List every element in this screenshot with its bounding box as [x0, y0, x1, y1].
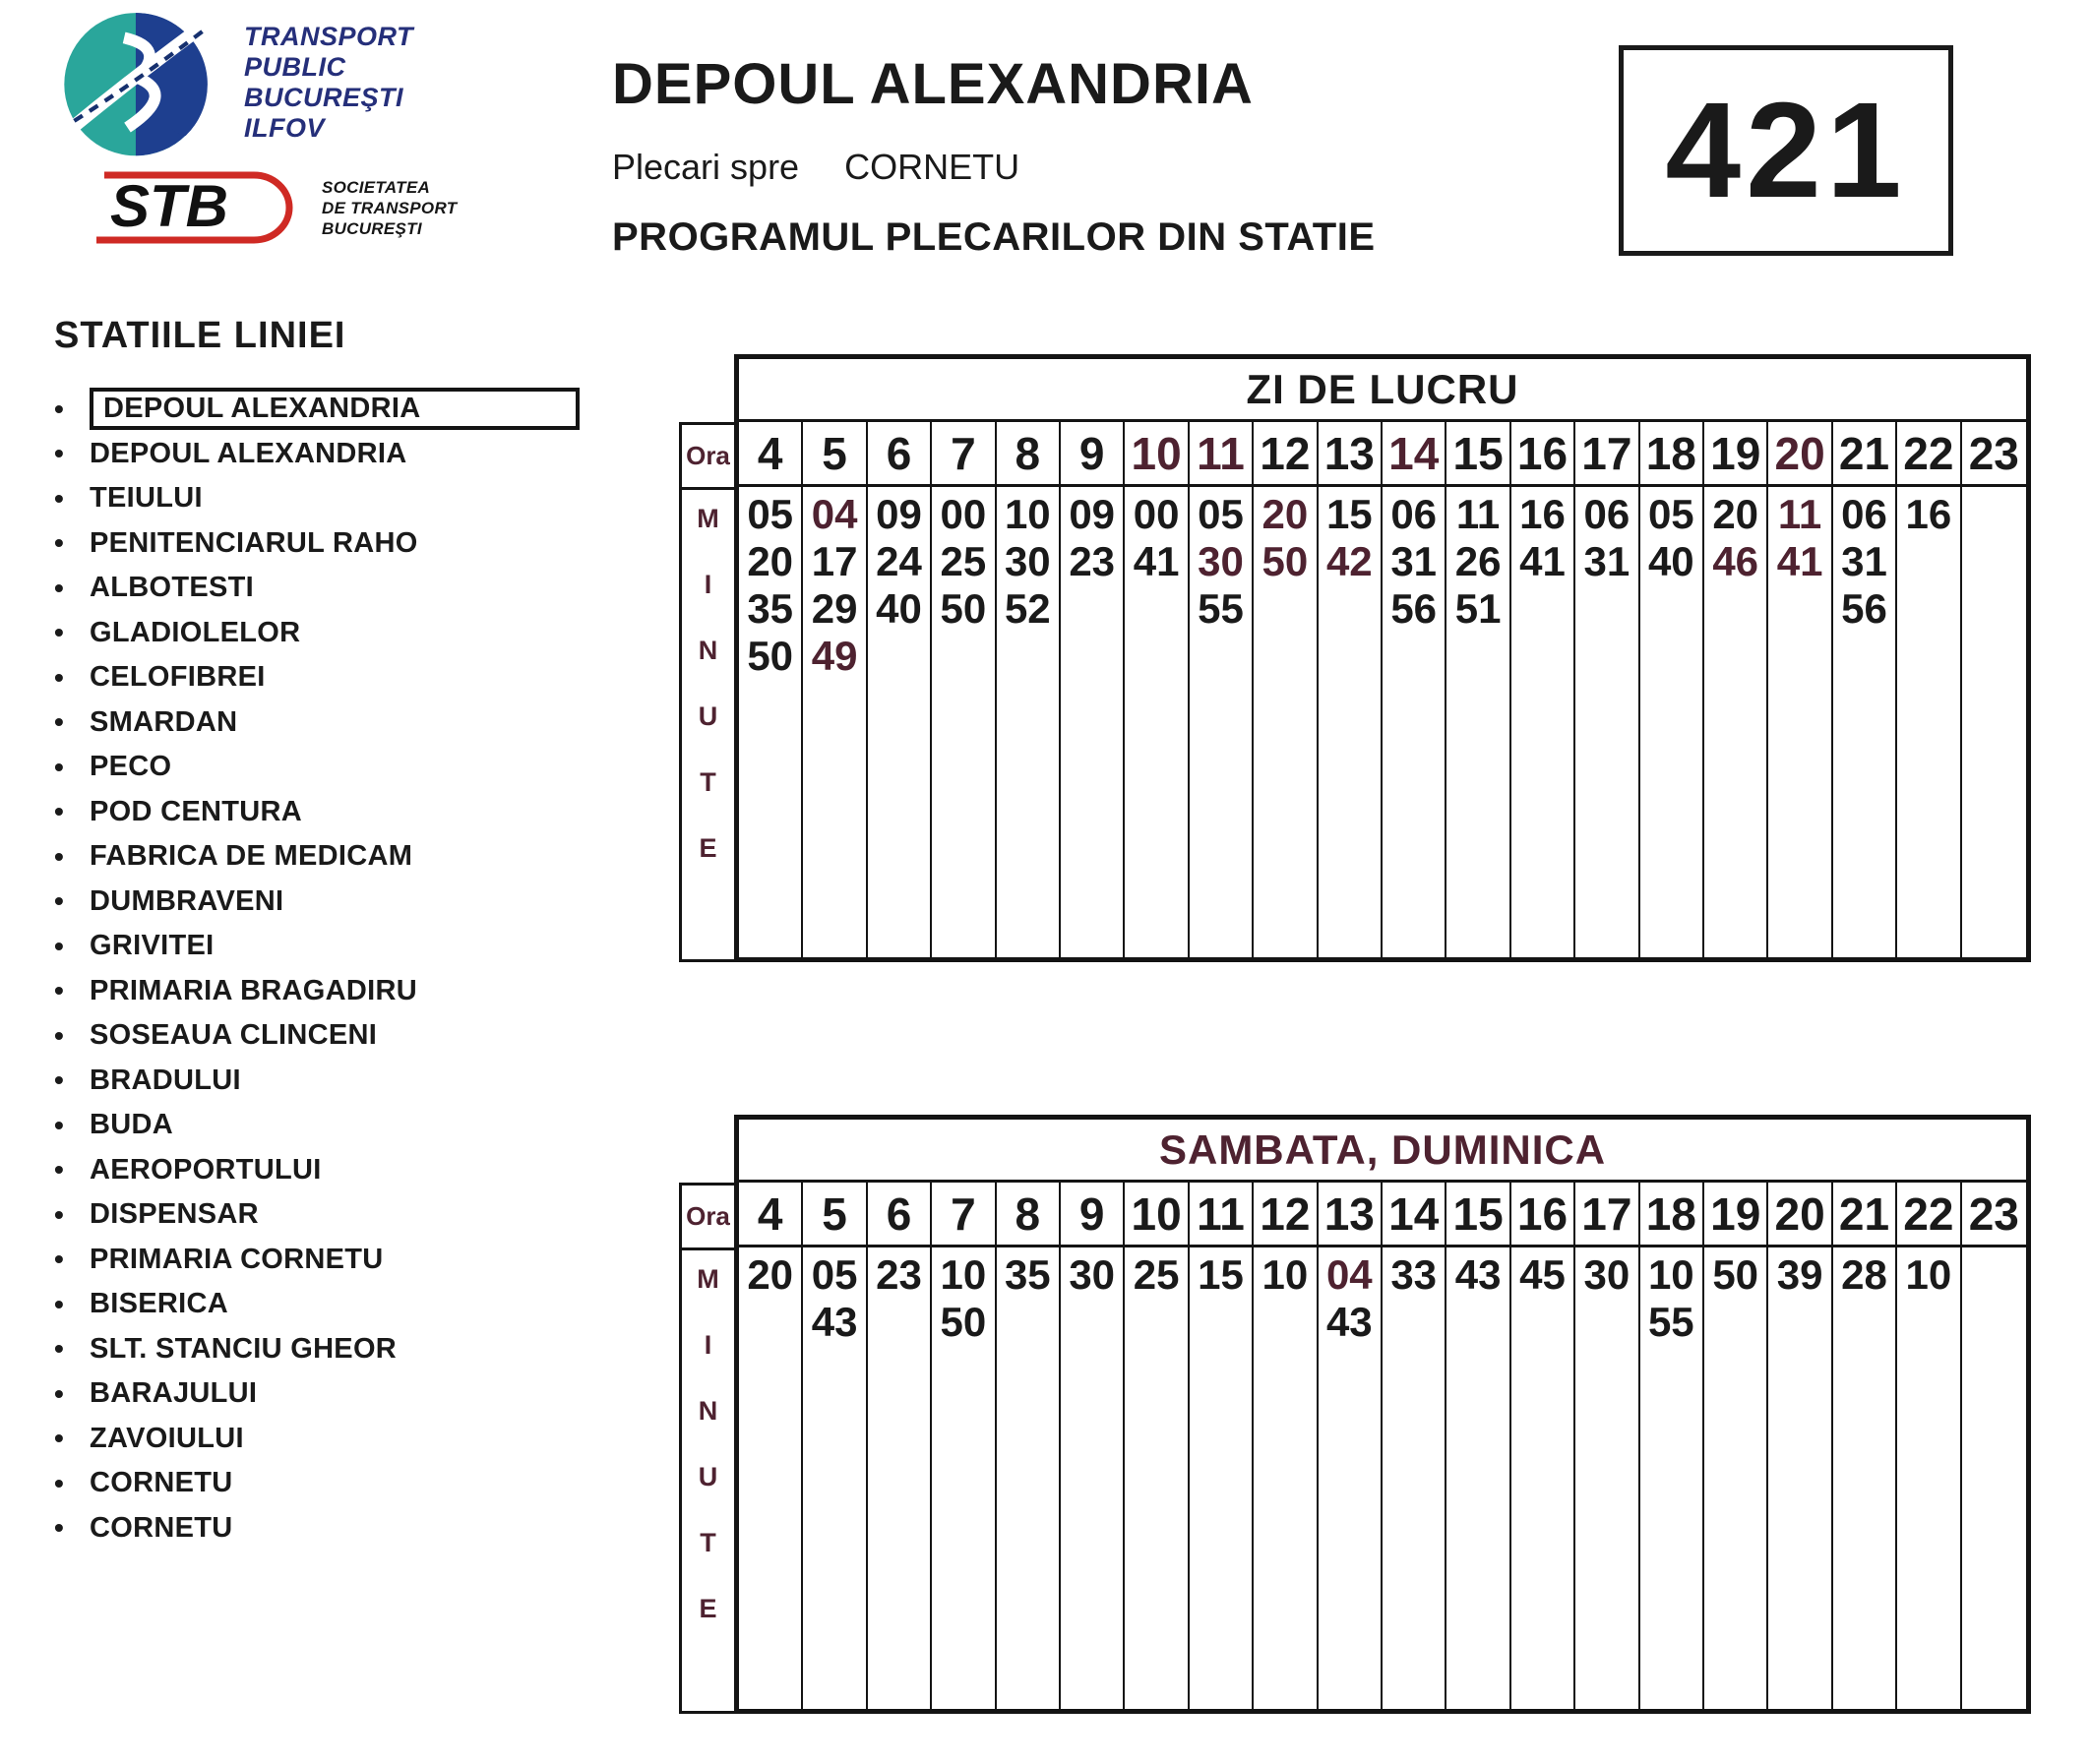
minute-column	[997, 1247, 1061, 1709]
station-item	[54, 1327, 654, 1372]
hour-cell: 22	[1897, 1183, 1961, 1245]
minute-value: 09	[1069, 491, 1116, 537]
minute-value: 55	[1198, 585, 1244, 632]
hour-cell: 16	[1511, 422, 1575, 484]
minute-column	[1897, 487, 1961, 957]
station-name-box	[90, 388, 580, 430]
minute-column	[1446, 1247, 1510, 1709]
station-item	[54, 611, 654, 656]
minute-label	[679, 1250, 734, 1714]
minutes-row	[739, 1247, 2026, 1709]
hour-cell: 23	[1968, 427, 2019, 479]
bullet-icon: •	[54, 438, 65, 469]
hour-cell: 5	[803, 1183, 867, 1245]
hour-cell: 9	[1061, 422, 1125, 484]
stb-logo	[94, 167, 569, 248]
hour-cell: 20	[1768, 1183, 1832, 1245]
minute-column	[1704, 487, 1768, 957]
minute-column	[1125, 1247, 1189, 1709]
station-item	[54, 745, 654, 790]
hours-row	[739, 1183, 2026, 1247]
hour-cell: 4	[739, 422, 803, 484]
minute-value: 00	[1133, 491, 1180, 537]
bullet-icon: •	[54, 482, 65, 514]
minute-label-letter: E	[699, 833, 717, 863]
minute-column	[1640, 487, 1704, 957]
minute-label-letter: I	[704, 1330, 712, 1360]
bullet-icon: •	[54, 617, 65, 648]
hour-cell: 6	[868, 1183, 932, 1245]
minute-value: 28	[1841, 1251, 1887, 1298]
hour-cell: 14	[1383, 1183, 1446, 1245]
hour-cell: 18	[1640, 1183, 1704, 1245]
station-name: DEPOUL ALEXANDRIA	[90, 437, 407, 469]
minute-column	[739, 487, 803, 957]
minute-column	[932, 487, 996, 957]
minute-value: 06	[1841, 491, 1887, 537]
station-name: POD CENTURA	[90, 795, 302, 827]
minute-value: 45	[1519, 1251, 1566, 1298]
stations-panel	[54, 315, 654, 1551]
minute-column	[868, 1247, 932, 1709]
minute-value: 31	[1390, 538, 1438, 584]
station-item	[54, 1461, 654, 1506]
hour-cell: 11	[1190, 422, 1254, 484]
minute-value: 33	[1390, 1251, 1438, 1298]
hour-cell: 17	[1575, 422, 1639, 484]
minute-column	[1254, 487, 1318, 957]
minute-value: 56	[1841, 585, 1887, 632]
minute-value: 35	[747, 585, 794, 632]
bullet-icon: •	[54, 1512, 65, 1544]
tpbi-wordmark	[244, 8, 413, 144]
ora-label: Ora	[679, 422, 734, 490]
minute-value: 39	[1776, 1251, 1823, 1298]
hour-cell: 21	[1833, 1183, 1897, 1245]
bullet-icon: •	[54, 840, 65, 872]
route-number: 421	[1665, 74, 1907, 226]
station-item	[54, 521, 654, 567]
minute-column	[1383, 487, 1446, 957]
ora-label: Ora	[679, 1183, 734, 1250]
minute-value: 40	[1647, 538, 1694, 584]
minute-value: 04	[811, 491, 858, 537]
station-item	[54, 880, 654, 925]
station-item	[54, 700, 654, 746]
station-name: ALBOTESTI	[90, 572, 255, 604]
bullet-icon: •	[54, 1064, 65, 1096]
minute-value: 50	[747, 633, 794, 679]
bullet-icon: •	[54, 527, 65, 559]
bullet-icon: •	[54, 572, 65, 603]
station-item	[54, 834, 654, 880]
station-item	[54, 432, 654, 477]
bullet-icon: •	[54, 1423, 65, 1454]
minute-value: 41	[1519, 538, 1566, 584]
minute-value: 23	[1069, 538, 1116, 584]
minute-column	[1962, 1247, 2026, 1709]
hour-cell: 18	[1640, 422, 1704, 484]
bullet-icon: •	[54, 1288, 65, 1319]
minute-label-letter: M	[697, 504, 719, 533]
station-name: FABRICA DE MEDICAM	[90, 840, 413, 873]
minute-value: 40	[876, 585, 922, 632]
hour-cell: 8	[997, 1183, 1061, 1245]
station-name: DISPENSAR	[90, 1198, 259, 1231]
minute-label-letter: M	[697, 1264, 719, 1294]
hours-row	[739, 422, 2026, 487]
minute-value: 17	[811, 538, 858, 584]
minute-column	[1768, 487, 1832, 957]
bullet-icon: •	[54, 930, 65, 961]
minute-value: 06	[1583, 491, 1631, 537]
minute-value: 56	[1390, 585, 1438, 632]
timetable-grid	[734, 354, 2031, 962]
hour-cell: 12	[1254, 422, 1318, 484]
minute-value: 20	[747, 538, 794, 584]
minute-column	[1897, 1247, 1961, 1709]
hour-cell: 7	[932, 1183, 996, 1245]
minute-value: 26	[1454, 538, 1502, 584]
minute-value: 10	[1905, 1251, 1952, 1298]
minute-label-letter: N	[698, 636, 718, 665]
minute-value: 50	[940, 1299, 987, 1345]
stb-line: SOCIETATEA	[322, 177, 431, 197]
minutes-row	[739, 487, 2026, 957]
minute-value: 49	[811, 633, 858, 679]
bullet-icon: •	[54, 751, 65, 782]
hour-cell: 7	[932, 422, 996, 484]
station-item	[54, 566, 654, 611]
station-name: PENITENCIARUL RAHO	[90, 526, 418, 559]
stb-wordmark	[322, 177, 457, 239]
minute-value: 16	[1905, 491, 1952, 537]
station-item	[54, 1371, 654, 1417]
minute-value: 51	[1454, 585, 1502, 632]
minute-column	[1575, 487, 1639, 957]
station-name: PRIMARIA BRAGADIRU	[90, 974, 417, 1006]
hour-cell: 10	[1125, 1183, 1189, 1245]
depot-title: DEPOUL ALEXANDRIA	[612, 52, 1254, 116]
minute-label-letter: I	[704, 570, 712, 599]
minute-value: 10	[1004, 491, 1051, 537]
tpbi-line: TRANSPORT	[244, 22, 414, 51]
minute-value: 52	[1004, 585, 1051, 632]
station-name: PRIMARIA CORNETU	[90, 1243, 384, 1275]
minute-value: 31	[1583, 538, 1631, 584]
hour-cell: 22	[1897, 422, 1961, 484]
minute-value: 43	[1454, 1251, 1502, 1298]
station-item	[54, 387, 654, 432]
station-name: DEPOUL ALEXANDRIA	[103, 393, 421, 425]
minute-column	[1061, 1247, 1125, 1709]
minute-column	[1575, 1247, 1639, 1709]
hour-cell: 11	[1190, 1183, 1254, 1245]
station-name: BISERICA	[90, 1288, 228, 1320]
station-item	[54, 1417, 654, 1462]
station-name: BARAJULUI	[90, 1377, 258, 1410]
minute-value: 29	[811, 585, 858, 632]
weekend-timetable	[679, 1115, 2031, 1714]
minute-value: 04	[1325, 1251, 1373, 1298]
minute-column	[1833, 487, 1897, 957]
minute-column	[932, 1247, 996, 1709]
station-item	[54, 1103, 654, 1148]
minute-value: 46	[1712, 538, 1759, 584]
station-name: GRIVITEI	[90, 930, 215, 962]
minute-value: 10	[1647, 1251, 1694, 1298]
bullet-icon: •	[54, 1019, 65, 1051]
minute-value: 11	[1777, 491, 1822, 537]
minute-column	[1704, 1247, 1768, 1709]
minute-column	[1319, 487, 1383, 957]
destination-name: CORNETU	[844, 147, 1020, 187]
minute-column	[997, 487, 1061, 957]
svg-text:STB: STB	[110, 173, 228, 239]
bullet-icon: •	[54, 1377, 65, 1409]
hour-cell: 16	[1511, 1183, 1575, 1245]
weekday-timetable	[679, 354, 2031, 962]
hour-cell: 4	[739, 1183, 803, 1245]
hour-cell: 17	[1575, 1183, 1639, 1245]
hour-cell: 5	[803, 422, 867, 484]
minute-column	[803, 1247, 867, 1709]
minute-column	[1833, 1247, 1897, 1709]
minute-value: 42	[1325, 538, 1373, 584]
legend-spacer	[679, 354, 734, 422]
minute-value: 10	[940, 1251, 987, 1298]
minute-value: 30	[1069, 1251, 1116, 1298]
hour-cell: 9	[1061, 1183, 1125, 1245]
station-item	[54, 1148, 654, 1193]
station-item	[54, 1238, 654, 1283]
minute-value: 23	[876, 1251, 922, 1298]
minute-value: 05	[1647, 491, 1694, 537]
stations-title: STATIILE LINIEI	[54, 315, 346, 356]
minute-value: 06	[1390, 491, 1438, 537]
minute-value: 05	[811, 1251, 858, 1298]
station-name: BUDA	[90, 1109, 173, 1141]
minute-value: 20	[1261, 491, 1309, 537]
program-title: PROGRAMUL PLECARILOR DIN STATIE	[612, 215, 1376, 259]
station-item	[54, 924, 654, 969]
hour-cell: 19	[1704, 422, 1768, 484]
bullet-icon: •	[54, 885, 65, 917]
minute-column	[1962, 487, 2026, 957]
minute-value: 30	[1198, 538, 1244, 584]
minute-column	[1319, 1247, 1383, 1709]
minute-column	[1383, 1247, 1446, 1709]
station-name: CORNETU	[90, 1511, 233, 1544]
station-item	[54, 1059, 654, 1104]
hour-cell: 6	[868, 422, 932, 484]
minute-value: 50	[1261, 538, 1309, 584]
minute-column	[1511, 1247, 1575, 1709]
minute-label	[679, 490, 734, 962]
station-name: SMARDAN	[90, 705, 238, 738]
minute-value: 30	[1583, 1251, 1631, 1298]
minute-column	[1768, 1247, 1832, 1709]
station-name: BRADULUI	[90, 1064, 241, 1096]
station-item	[54, 476, 654, 521]
bullet-icon: •	[54, 661, 65, 693]
stb-badge-icon	[94, 167, 306, 248]
station-name: DUMBRAVENI	[90, 884, 284, 917]
minute-value: 24	[876, 538, 922, 584]
minute-value: 41	[1133, 538, 1180, 584]
tpbi-line: ILFOV	[244, 113, 325, 143]
minute-label-letter: E	[699, 1594, 717, 1623]
minute-column	[803, 487, 867, 957]
minute-value: 55	[1647, 1299, 1694, 1345]
minute-value: 35	[1004, 1251, 1051, 1298]
minute-label-letter: T	[700, 767, 716, 797]
minute-value: 25	[1133, 1251, 1180, 1298]
timetable-title: ZI DE LUCRU	[739, 359, 2026, 422]
minute-label-letter: U	[698, 701, 718, 731]
hour-cell: 8	[997, 422, 1061, 484]
hours-minutes-legend	[679, 354, 734, 962]
timetable-title: SAMBATA, DUMINICA	[739, 1120, 2026, 1183]
station-item	[54, 1013, 654, 1059]
bullet-icon: •	[54, 393, 65, 424]
minute-column	[868, 487, 932, 957]
minute-column	[1125, 487, 1189, 957]
hour-cell: 10	[1125, 422, 1189, 484]
station-name: SLT. STANCIU GHEOR	[90, 1332, 398, 1365]
minute-value: 50	[940, 585, 987, 632]
hour-cell: 15	[1446, 1183, 1510, 1245]
minute-value: 20	[1712, 491, 1759, 537]
minute-column	[1061, 487, 1125, 957]
station-name: ZAVOIULUI	[90, 1422, 244, 1454]
station-item	[54, 790, 654, 835]
hour-cell: 21	[1833, 422, 1897, 484]
timetable-grid	[734, 1115, 2031, 1714]
bullet-icon: •	[54, 975, 65, 1006]
minute-value: 05	[747, 491, 794, 537]
station-name: SOSEAUA CLINCENI	[90, 1019, 378, 1052]
logo-block	[57, 8, 569, 248]
bullet-icon: •	[54, 796, 65, 827]
tpbi-globe-icon	[57, 8, 224, 157]
bullet-icon: •	[54, 1198, 65, 1230]
stb-line: BUCUREŞTI	[322, 218, 422, 238]
minute-value: 50	[1712, 1251, 1759, 1298]
minute-value: 25	[940, 538, 987, 584]
minute-column	[1190, 1247, 1254, 1709]
minute-value: 15	[1198, 1251, 1244, 1298]
bullet-icon: •	[54, 1244, 65, 1275]
tpbi-line: PUBLIC	[244, 52, 346, 82]
station-item	[54, 1192, 654, 1238]
legend-spacer	[679, 1115, 734, 1183]
hour-cell: 13	[1319, 1183, 1383, 1245]
hour-cell: 14	[1383, 422, 1446, 484]
minute-label-letter: T	[700, 1528, 716, 1557]
minute-value: 43	[811, 1299, 858, 1345]
tpbi-logo	[57, 8, 569, 157]
minute-label-letter: U	[698, 1462, 718, 1491]
hour-cell: 12	[1254, 1183, 1318, 1245]
station-item	[54, 969, 654, 1014]
station-name: TEIULUI	[90, 482, 203, 515]
minute-value: 10	[1261, 1251, 1309, 1298]
stb-line: DE TRANSPORT	[322, 198, 458, 217]
bullet-icon: •	[54, 1154, 65, 1186]
minute-column	[1254, 1247, 1318, 1709]
station-name: AEROPORTULUI	[90, 1153, 322, 1186]
minute-column	[1190, 487, 1254, 957]
minute-value: 30	[1004, 538, 1051, 584]
hour-cell: 23	[1968, 1187, 2019, 1240]
station-item	[54, 1506, 654, 1551]
minute-value: 31	[1841, 538, 1887, 584]
hour-cell: 13	[1319, 422, 1383, 484]
minute-column	[1640, 1247, 1704, 1709]
stations-list	[54, 387, 654, 1551]
bullet-icon: •	[54, 706, 65, 738]
hour-cell: 15	[1446, 422, 1510, 484]
station-item	[54, 1282, 654, 1327]
timetables-area	[679, 0, 2031, 1764]
bullet-icon: •	[54, 1333, 65, 1365]
minute-column	[1446, 487, 1510, 957]
station-name: CELOFIBREI	[90, 661, 266, 694]
bullet-icon: •	[54, 1109, 65, 1140]
minute-value: 05	[1198, 491, 1244, 537]
minute-value: 09	[876, 491, 922, 537]
bullet-icon: •	[54, 1467, 65, 1498]
minute-value: 43	[1325, 1299, 1373, 1345]
minute-value: 15	[1325, 491, 1373, 537]
minute-label-letter: N	[698, 1396, 718, 1426]
minute-value: 11	[1455, 491, 1501, 537]
minute-value: 16	[1519, 491, 1566, 537]
minute-value: 41	[1776, 538, 1823, 584]
minute-value: 20	[747, 1251, 794, 1298]
tpbi-line: BUCUREŞTI	[244, 83, 404, 112]
station-item	[54, 655, 654, 700]
departures-label: Plecari spre	[612, 147, 800, 187]
hour-cell: 20	[1768, 422, 1832, 484]
hours-minutes-legend	[679, 1115, 734, 1714]
station-name: CORNETU	[90, 1467, 233, 1499]
minute-column	[1511, 487, 1575, 957]
station-name: GLADIOLELOR	[90, 616, 301, 648]
minute-column	[739, 1247, 803, 1709]
minute-value: 00	[940, 491, 987, 537]
hour-cell: 19	[1704, 1183, 1768, 1245]
station-name: PECO	[90, 751, 172, 783]
